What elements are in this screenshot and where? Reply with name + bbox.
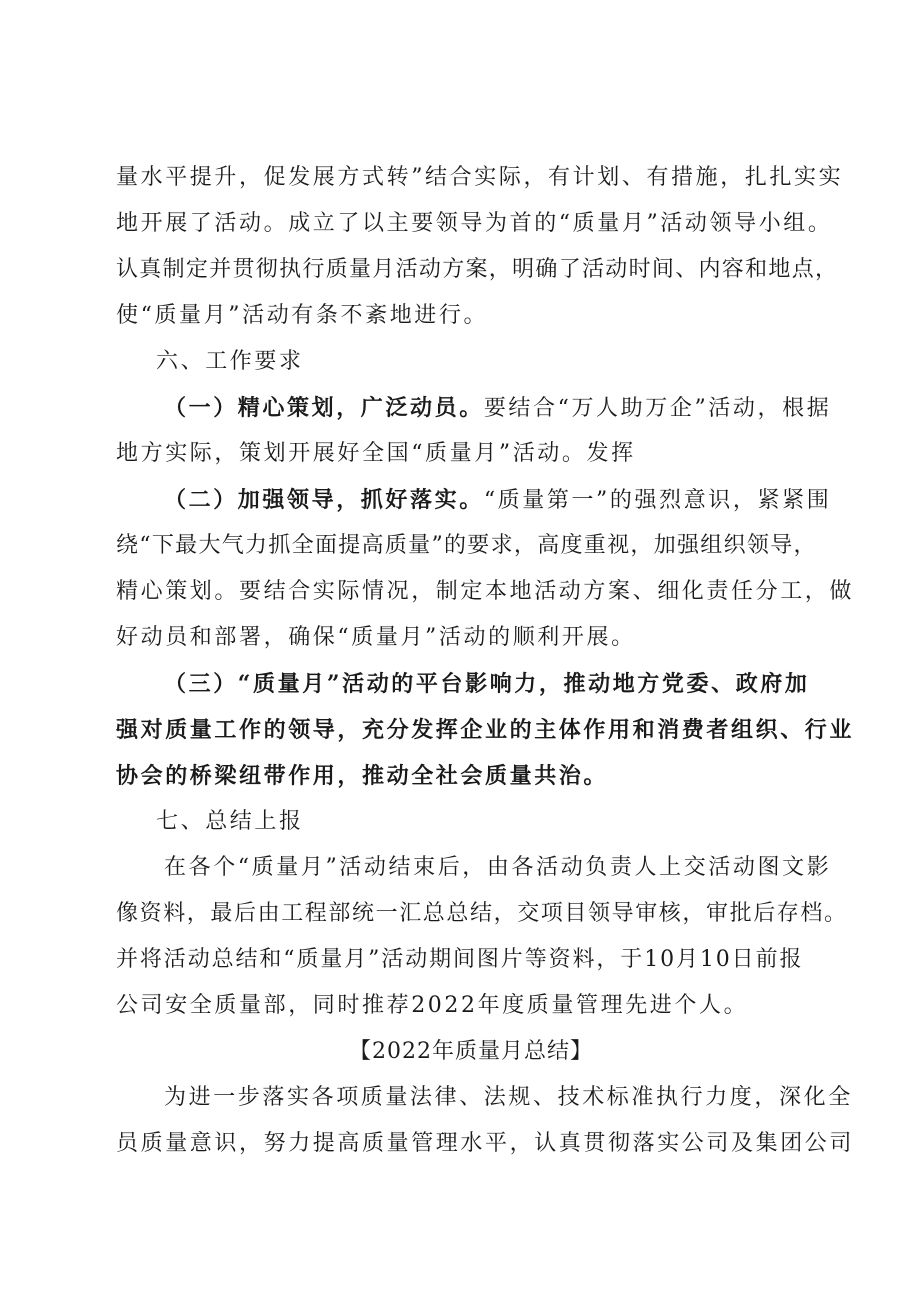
item-2-line-2: 绕“下最大气力抓全面提高质量”的要求，高度重视，加强组织领导，: [116, 533, 817, 558]
intro-line-2: 地开展了活动。成立了以主要领导为首的“质量月”活动领导小组。: [116, 211, 833, 236]
section-7-heading: 七、总结上报: [156, 809, 304, 834]
section-7-line-4: 公司安全质量部，同时推荐2022年度质量管理先进个人。: [116, 993, 749, 1018]
item-1-line-1-rest: 要结合“万人助万企”活动，根据: [483, 396, 832, 421]
section-7-line-1: 在各个“质量月”活动结束后，由各活动负责人上交活动图文影: [164, 855, 832, 880]
intro-line-4: 使“质量月”活动有条不紊地进行。: [116, 303, 489, 328]
item-2-line-1: [116, 477, 832, 523]
summary-line-2: 员质量意识，努力提高质量管理水平，认真贯彻落实公司及集团公司: [116, 1131, 855, 1156]
item-1-line-1: [116, 385, 832, 431]
summary-title: 【2022年质量月总结】: [349, 1039, 593, 1064]
section-7-line-3: 并将活动总结和“质量月”活动期间图片等资料，于10月10日前报: [116, 947, 804, 972]
section-6-heading: 六、工作要求: [156, 349, 304, 374]
item-1-line-2: 地方实际，策划开展好全国“质量月”活动。发挥: [116, 441, 636, 466]
item-1-lead: （一）精心策划，广泛动员。: [164, 395, 484, 421]
item-3-line-1: （三）“质量月”活动的平台影响力，推动地方党委、政府加: [164, 671, 810, 697]
intro-line-1: 量水平提升，促发展方式转”结合实际，有计划、有措施，扎扎实实: [116, 165, 844, 190]
item-3-line-3: 协会的桥梁纽带作用，推动全社会质量共治。: [116, 763, 609, 789]
summary-line-1: 为进一步落实各项质量法律、法规、技术标准执行力度，深化全: [164, 1085, 853, 1110]
item-3-line-2: 强对质量工作的领导，充分发挥企业的主体作用和消费者组织、行业: [116, 717, 855, 743]
document-page: [116, 155, 855, 1167]
section-7-line-2: 像资料，最后由工程部统一汇总总结，交项目领导审核，审批后存档。: [116, 901, 848, 926]
item-2-line-1-rest: “质量第一”的强烈意识，紧紧围: [483, 488, 832, 513]
item-2-line-3: 精心策划。要结合实际情况，制定本地活动方案、细化责任分工，做: [116, 579, 855, 604]
item-2-line-4: 好动员和部署，确保“质量月”活动的顺利开展。: [116, 625, 636, 650]
intro-line-3: 认真制定并贯彻执行质量月活动方案，明确了活动时间、内容和地点，: [116, 257, 839, 282]
item-2-lead: （二）加强领导，抓好落实。: [164, 487, 484, 513]
